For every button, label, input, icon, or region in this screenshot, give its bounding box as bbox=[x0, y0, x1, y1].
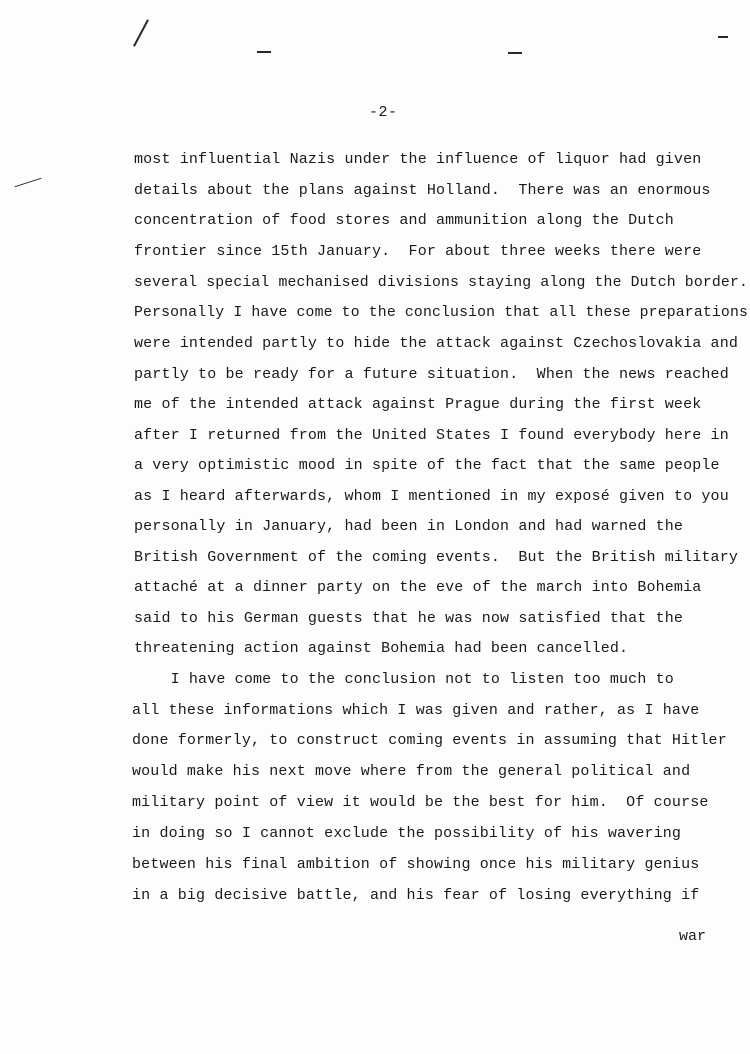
text-line: frontier since 15th January. For about three weeks there were bbox=[134, 243, 702, 260]
scan-mark-dash-3 bbox=[718, 36, 728, 38]
text-line: personally in January, had been in London and had warned the bbox=[134, 518, 684, 535]
scan-mark-top-left bbox=[133, 19, 149, 46]
text-line: a very optimistic mood in spite of the fact that the same people bbox=[134, 457, 720, 474]
scan-mark-dash-1 bbox=[257, 51, 271, 53]
text-line: concentration of food stores and ammunition along the Dutch bbox=[134, 212, 674, 229]
scan-mark-dash-2 bbox=[508, 52, 522, 54]
text-line: were intended partly to hide the attack against Czechoslovakia and bbox=[134, 335, 738, 352]
margin-pencil-mark bbox=[15, 178, 42, 188]
text-line: Personally I have come to the conclusion that all these preparations bbox=[134, 305, 749, 321]
page-number: -2- bbox=[369, 104, 398, 121]
text-line: I have come to the conclusion not to listen too much to bbox=[134, 671, 674, 688]
text-line: most influential Nazis under the influence of liquor had given bbox=[134, 151, 702, 168]
catchword: war bbox=[679, 928, 707, 945]
text-line: as I heard afterwards, whom I mentioned in my exposé given to you bbox=[134, 488, 729, 505]
text-line: partly to be ready for a future situation. When the news reached bbox=[134, 366, 729, 383]
text-line: between his final ambition of showing once his military genius bbox=[132, 856, 700, 873]
text-line: after I returned from the United States I found everybody here in bbox=[134, 427, 729, 444]
text-line: details about the plans against Holland. There was an enormous bbox=[134, 182, 711, 199]
text-line: all these informations which I was given and rather, as I have bbox=[132, 702, 700, 719]
text-line: would make his next move where from the general political and bbox=[132, 763, 691, 780]
text-line: in doing so I cannot exclude the possibility of his wavering bbox=[132, 825, 682, 842]
text-line: done formerly, to construct coming events in assuming that Hitler bbox=[132, 732, 727, 749]
text-line: military point of view it would be the best for him. Of course bbox=[132, 794, 709, 811]
text-line: several special mechanised divisions staying along the Dutch border. bbox=[134, 275, 749, 291]
text-line: said to his German guests that he was now satisfied that the bbox=[134, 610, 684, 627]
text-line: attaché at a dinner party on the eve of the march into Bohemia bbox=[134, 579, 702, 596]
text-line: in a big decisive battle, and his fear of losing everything if bbox=[132, 887, 700, 904]
text-line: British Government of the coming events. But the British military bbox=[134, 549, 738, 566]
text-line: me of the intended attack against Prague during the first week bbox=[134, 396, 702, 413]
text-line: threatening action against Bohemia had been cancelled. bbox=[134, 640, 629, 657]
